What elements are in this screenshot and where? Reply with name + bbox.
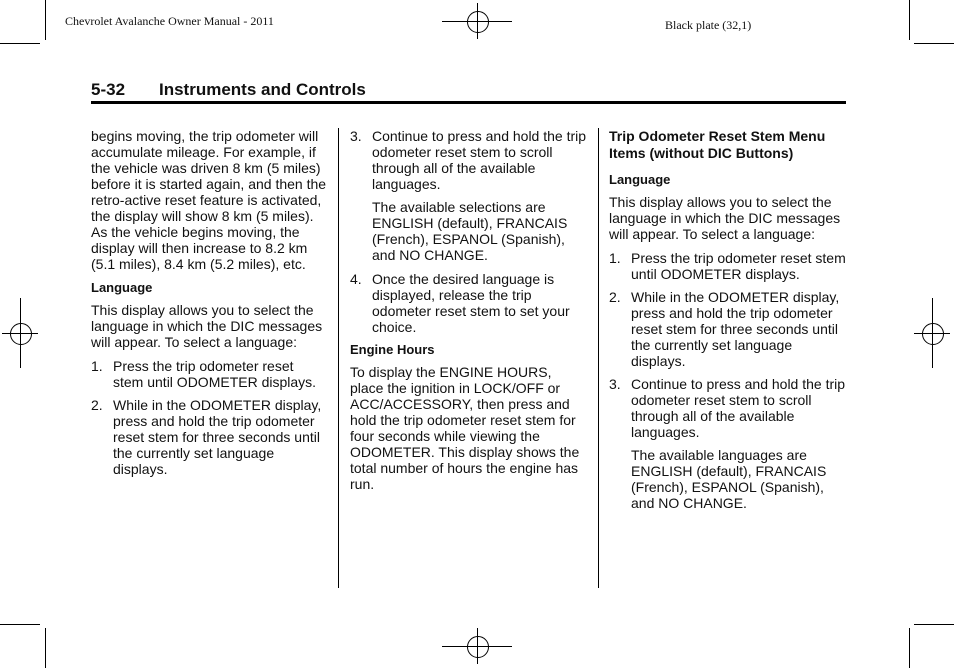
list-text: Once the desired language is displayed, release the trip odometer reset stem to set your choice. [372,271,570,335]
list-item [350,128,588,192]
available-selections-paragraph: The available selections are ENGLISH (default), FRANCAIS (French), ESPANOL (Spanish), and NO CHANGE. [372,199,568,263]
list-item [609,289,849,369]
list-number: 3. [609,376,621,392]
column-1 [91,128,327,484]
section-title: Instruments and Controls [159,80,366,99]
list-number: 2. [609,289,621,305]
column-2 [350,128,588,500]
list-text: Press the trip odometer reset stem until ODOMETER displays. [113,358,317,390]
list-text: Continue to press and hold the trip odometer reset stem to scroll through all of the available languages. [631,376,846,440]
list-text: Press the trip odometer reset stem until ODOMETER displays. [631,250,846,282]
manual-title-header: Chevrolet Avalanche Owner Manual - 2011 [65,14,274,28]
list-item [609,376,849,440]
list-number: 4. [350,271,362,287]
column-3 [609,128,849,519]
section-heading [91,80,366,100]
crop-mark-bottom-left-h [0,624,40,625]
language-paragraph: This display allows you to select the language in which the DIC messages will appear. To select a language: [609,194,841,242]
list-text: While in the ODOMETER display, press and hold the trip odometer reset stem for three seconds until the currently set language displays. [631,289,840,369]
list-number: 3. [350,128,362,144]
list-number: 1. [91,358,103,374]
page-number: 5-32 [91,80,126,99]
plate-label-header: Black plate (32,1) [665,18,752,32]
language-heading: Language [91,280,153,295]
list-text: While in the ODOMETER display, press and hold the trip odometer reset stem for three seconds until the currently set language displays. [113,397,322,477]
heading-rule [91,101,846,104]
intro-paragraph: begins moving, the trip odometer will accumulate mileage. For example, if the vehicle was driven 8 km (5 miles) before it is started again, and then the retro-active reset feature is activated, the display will show 8 km (5 miles). As the vehicle begins moving, the display will then increase to 8.2 km (5.1 miles), 8.4 km (5.2 miles), etc. [91,128,327,272]
crop-mark-bottom-right-v [909,628,910,668]
list-text: Continue to press and hold the trip odometer reset stem to scroll through all of the available languages. [372,128,587,192]
crop-mark-bottom-right-h [914,624,954,625]
list-number: 2. [91,397,103,413]
trip-odometer-menu-title: Trip Odometer Reset Stem Menu Items (without DIC Buttons) [609,128,826,161]
crop-mark-top-left-v [45,0,46,40]
crop-mark-bottom-left-v [45,628,46,668]
engine-hours-heading: Engine Hours [350,342,435,357]
crop-mark-top-right-h [914,43,954,44]
column-divider-2 [598,128,599,588]
crop-mark-top-right-v [909,0,910,40]
language-paragraph: This display allows you to select the language in which the DIC messages will appear. To select a language: [91,302,323,350]
list-item [91,358,327,390]
list-number: 1. [609,250,621,266]
list-item [609,250,849,282]
crop-mark-top-left-h [0,43,40,44]
list-item [91,397,327,477]
engine-hours-paragraph: To display the ENGINE HOURS, place the ignition in LOCK/OFF or ACC/ACCESSORY, then press and hold the trip odometer reset stem for four seconds while viewing the ODOMETER. This display shows the total number of hours the engine has run. [350,364,580,492]
available-languages-paragraph: The available languages are ENGLISH (default), FRANCAIS (French), ESPANOL (Spanish), and NO CHANGE. [631,447,827,511]
list-item [350,271,588,335]
language-heading: Language [609,172,671,187]
column-divider-1 [338,128,339,588]
